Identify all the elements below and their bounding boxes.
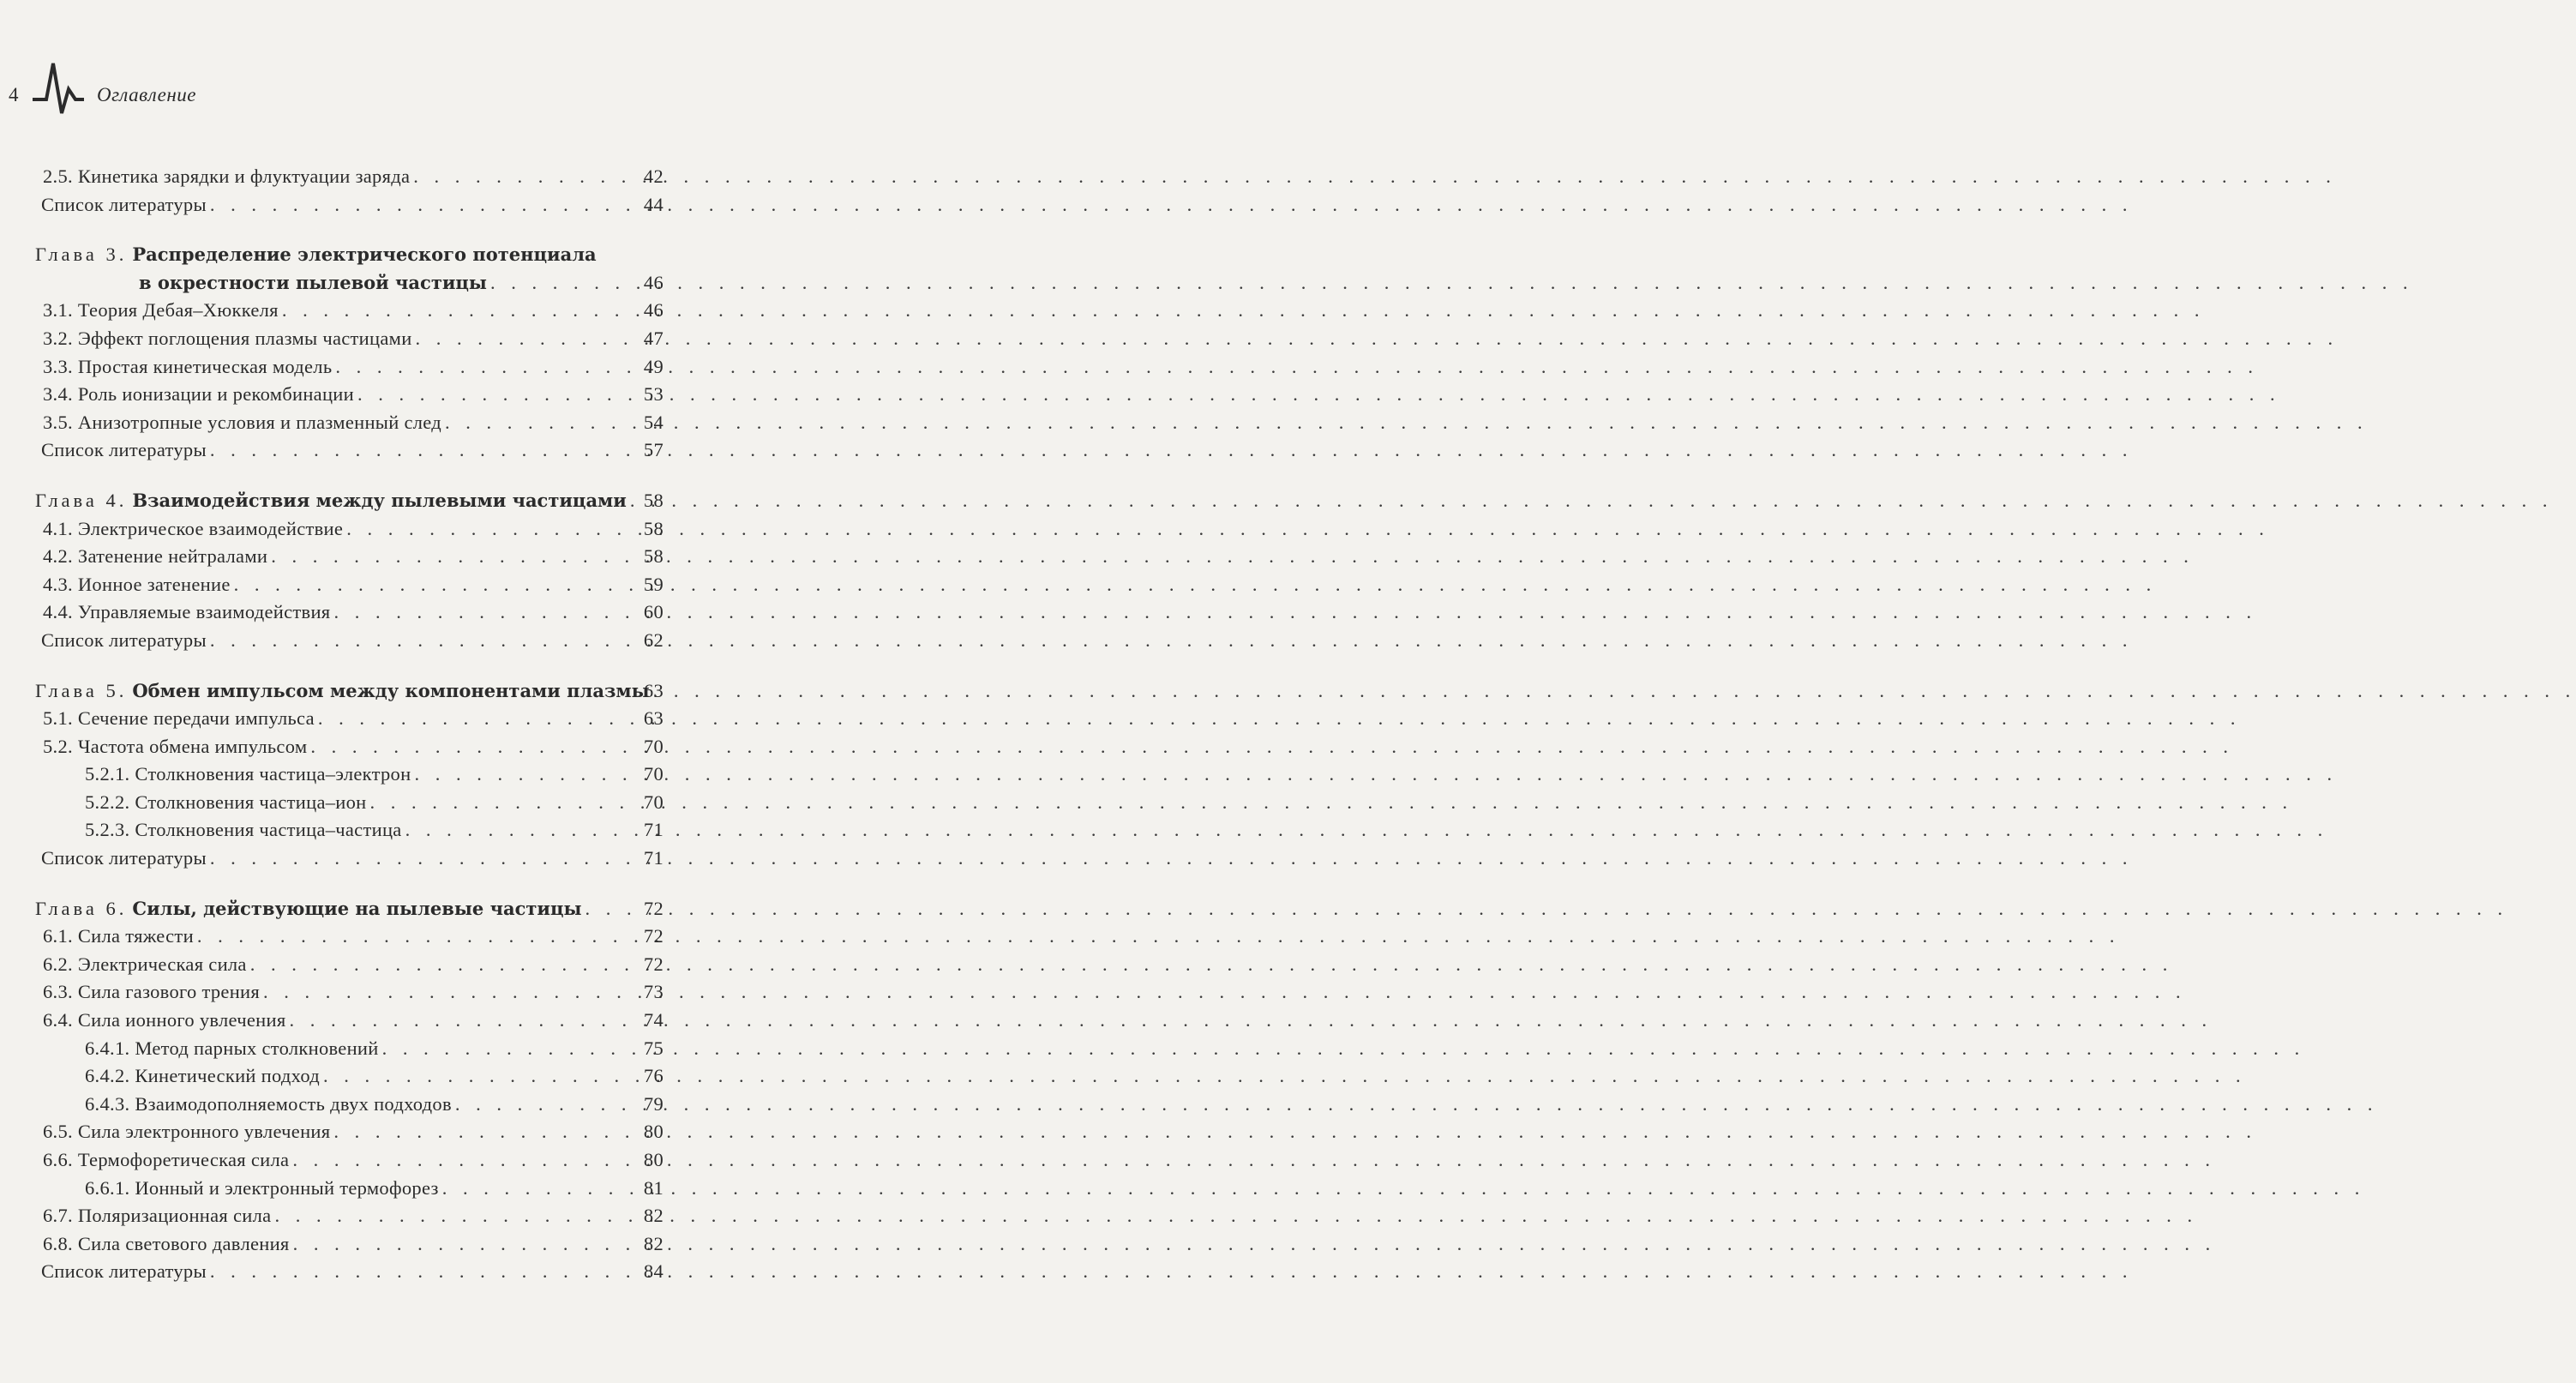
- entry-title: 3.5. Анизотропные условия и плазменный след: [43, 411, 442, 433]
- page-ref: 46: [643, 299, 664, 322]
- page-ref: 70: [643, 735, 664, 757]
- toc-subsection-entry[interactable]: [0, 761, 729, 789]
- toc-section-entry[interactable]: [0, 515, 729, 544]
- page-ref: 58: [643, 545, 664, 568]
- entry-title: 6.4.3. Взаимодополняемость двух подходов: [85, 1092, 452, 1115]
- toc-section-entry[interactable]: [0, 163, 729, 191]
- toc-section-entry[interactable]: [0, 1202, 729, 1230]
- page-ref: 72: [643, 925, 664, 947]
- entry-title: 6.6.1. Ионный и электронный термофорез: [85, 1176, 439, 1199]
- dot-leader: [293, 1230, 893, 1259]
- toc-chapter-entry-continued[interactable]: [0, 269, 729, 298]
- toc-chapter-entry[interactable]: [0, 487, 729, 515]
- entry-title: 6.5. Сила электронного увлечения: [43, 1121, 331, 1143]
- chapter-title: в окрестности пылевой частицы: [139, 271, 487, 293]
- chapter-heading: [0, 895, 582, 923]
- toc-subsection-entry[interactable]: [0, 1175, 729, 1203]
- entry-title: 5.2.1. Столкновения частица–электрон: [85, 763, 411, 785]
- entry-title: 6.2. Электрическая сила: [43, 953, 247, 975]
- entry-title: 6.7. Поляризационная сила: [43, 1205, 272, 1227]
- dot-leader: [197, 923, 797, 951]
- page-ref: 71: [643, 819, 664, 841]
- toc-section-entry[interactable]: [0, 1230, 729, 1259]
- pulse-logo-icon: [31, 60, 91, 120]
- dot-leader: [292, 1146, 892, 1175]
- toc-chapter-entry[interactable]: [0, 895, 729, 923]
- entry-title: Список литературы: [41, 1260, 207, 1283]
- toc-chapter-entry[interactable]: [0, 677, 729, 706]
- table-of-contents: [0, 163, 845, 1286]
- dot-leader: [416, 325, 1016, 353]
- toc-section-entry[interactable]: [0, 571, 729, 599]
- entry-title: 3.4. Роль ионизации и рекомбинации: [43, 383, 354, 406]
- page-ref: 47: [643, 327, 664, 349]
- dot-leader: [653, 677, 1253, 706]
- toc-section-entry[interactable]: [0, 297, 729, 325]
- page-ref: 70: [643, 791, 664, 813]
- toc-section-entry[interactable]: [0, 1007, 729, 1035]
- toc-section-entry[interactable]: [0, 325, 729, 353]
- entry-title: Список литературы: [41, 628, 207, 651]
- entry-title: 5.2.3. Столкновения частица–частица: [85, 819, 402, 841]
- chapter-spacer: [0, 873, 845, 895]
- page-ref: 44: [643, 193, 664, 215]
- toc-subsection-entry[interactable]: [0, 816, 729, 845]
- dot-leader: [263, 978, 863, 1007]
- page-ref: 76: [643, 1065, 664, 1087]
- dot-leader: [630, 487, 1230, 515]
- dot-leader: [405, 816, 1006, 845]
- chapter-title: Обмен импульсом между компонентами плазмы: [132, 679, 650, 701]
- chapter-label: Глава 3.: [35, 244, 128, 266]
- toc-references-entry[interactable]: [0, 627, 729, 655]
- dot-leader: [210, 191, 810, 219]
- entry-title: 6.1. Сила тяжести: [43, 925, 194, 947]
- entry-title: 4.4. Управляемые взаимодействия: [43, 601, 331, 623]
- page-number: 4: [9, 84, 19, 105]
- entry-title: 6.8. Сила светового давления: [43, 1232, 290, 1254]
- toc-subsection-entry[interactable]: [0, 1035, 729, 1063]
- page-ref: 53: [643, 383, 664, 406]
- page-ref: 59: [643, 573, 664, 595]
- chapter-title: Распределение электрического потенциала: [132, 244, 597, 266]
- dot-leader: [210, 845, 810, 873]
- page-ref: 75: [643, 1037, 664, 1059]
- page-ref: 63: [643, 679, 664, 701]
- page-ref: 60: [643, 601, 664, 623]
- entry-title: 2.5. Кинетика зарядки и флуктуации заряда: [43, 165, 411, 187]
- entry-title: Список литературы: [41, 439, 207, 461]
- toc-section-entry[interactable]: [0, 409, 729, 437]
- toc-section-entry[interactable]: [0, 543, 729, 571]
- dot-leader: [271, 543, 871, 571]
- toc-references-entry[interactable]: [0, 845, 729, 873]
- dot-leader: [413, 163, 1013, 191]
- toc-section-entry[interactable]: [0, 353, 729, 382]
- page-ref: 71: [643, 847, 664, 869]
- toc-section-entry[interactable]: [0, 951, 729, 979]
- page-ref: 58: [643, 517, 664, 539]
- dot-leader: [210, 1258, 810, 1286]
- toc-section-entry[interactable]: [0, 978, 729, 1007]
- page-ref: 70: [643, 763, 664, 785]
- page-ref: 79: [643, 1092, 664, 1115]
- chapter-title: Силы, действующие на пылевые частицы: [132, 897, 582, 919]
- dot-leader: [455, 1091, 1055, 1119]
- running-header: [0, 60, 845, 137]
- toc-chapter-entry[interactable]: [0, 241, 729, 269]
- chapter-heading: [0, 241, 597, 269]
- toc-references-entry[interactable]: [0, 191, 729, 219]
- entry-title: 5.2.2. Столкновения частица–ион: [85, 791, 367, 813]
- dot-leader: [382, 1035, 982, 1063]
- toc-section-entry[interactable]: [0, 705, 729, 733]
- dot-leader: [445, 409, 1045, 437]
- dot-leader: [310, 733, 910, 761]
- entry-title: 3.2. Эффект поглощения плазмы частицами: [43, 327, 412, 349]
- chapter-heading: [0, 677, 650, 706]
- dot-leader: [234, 571, 834, 599]
- dot-leader: [585, 895, 1186, 923]
- dot-leader: [274, 1202, 874, 1230]
- chapter-heading: [0, 487, 627, 515]
- toc-subsection-entry[interactable]: [0, 1062, 729, 1091]
- page-ref: 54: [643, 411, 664, 433]
- page-ref: 58: [643, 489, 664, 511]
- chapter-spacer: [0, 465, 845, 487]
- page-ref: 63: [643, 707, 664, 730]
- entry-title: 3.3. Простая кинетическая модель: [43, 355, 333, 377]
- toc-section-entry[interactable]: [0, 733, 729, 761]
- dot-leader: [318, 705, 918, 733]
- chapter-spacer: [0, 219, 845, 241]
- toc-section-entry[interactable]: [0, 1146, 729, 1175]
- chapter-label: Глава 4.: [35, 489, 128, 511]
- chapter-spacer: [0, 655, 845, 677]
- dot-leader: [282, 297, 882, 325]
- toc-references-entry[interactable]: [0, 436, 729, 465]
- toc-subsection-entry[interactable]: [0, 789, 729, 817]
- page-ref: 80: [643, 1121, 664, 1143]
- page-ref: 81: [643, 1176, 664, 1199]
- dot-leader: [414, 761, 1014, 789]
- page-ref: 72: [643, 953, 664, 975]
- chapter-title-continued: [0, 269, 487, 298]
- dot-leader: [442, 1175, 1042, 1203]
- entry-title: 6.6. Термофоретическая сила: [43, 1149, 290, 1170]
- page-ref: 49: [643, 355, 664, 377]
- dot-leader: [210, 436, 810, 465]
- toc-section-entry[interactable]: [0, 923, 729, 951]
- page-ref: 57: [643, 439, 664, 461]
- page-ref: 82: [643, 1205, 664, 1227]
- toc-section-entry[interactable]: [0, 598, 729, 627]
- page-ref: 46: [643, 271, 664, 293]
- header-title: Оглавление: [97, 84, 197, 105]
- dot-leader: [370, 789, 970, 817]
- page-ref: 80: [643, 1149, 664, 1170]
- page-ref: 74: [643, 1009, 664, 1031]
- chapter-label: Глава 5.: [35, 679, 128, 701]
- entry-title: 6.4. Сила ионного увлечения: [43, 1009, 286, 1031]
- entry-title: 5.2. Частота обмена импульсом: [43, 735, 308, 757]
- page-ref: 72: [643, 897, 664, 919]
- page-ref: 62: [643, 628, 664, 651]
- toc-subsection-entry[interactable]: [0, 1091, 729, 1119]
- page-ref: 82: [643, 1232, 664, 1254]
- entry-title: Список литературы: [41, 193, 207, 215]
- chapter-label: Глава 6.: [35, 897, 128, 919]
- entry-title: 4.1. Электрическое взаимодействие: [43, 517, 344, 539]
- dot-leader: [290, 1007, 890, 1035]
- entry-title: 4.2. Затенение нейтралами: [43, 545, 268, 568]
- toc-references-entry[interactable]: [0, 1258, 729, 1286]
- page-ref: 42: [643, 165, 664, 187]
- page-ref: 84: [643, 1260, 664, 1283]
- toc-section-entry[interactable]: [0, 1118, 729, 1146]
- entry-title: 6.4.2. Кинетический подход: [85, 1065, 321, 1087]
- dot-leader: [210, 627, 810, 655]
- dot-leader: [490, 269, 1090, 298]
- dot-leader: [250, 951, 850, 979]
- entry-title: 6.4.1. Метод парных столкновений: [85, 1037, 379, 1059]
- entry-title: 4.3. Ионное затенение: [43, 573, 231, 595]
- entry-title: 6.3. Сила газового трения: [43, 981, 261, 1003]
- entry-title: 3.1. Теория Дебая–Хюккеля: [43, 299, 279, 322]
- page-ref: 73: [643, 981, 664, 1003]
- entry-title: 5.1. Сечение передачи импульса: [43, 707, 315, 730]
- chapter-title: Взаимодействия между пылевыми частицами: [132, 489, 627, 511]
- toc-section-entry[interactable]: [0, 381, 729, 409]
- entry-title: Список литературы: [41, 847, 207, 869]
